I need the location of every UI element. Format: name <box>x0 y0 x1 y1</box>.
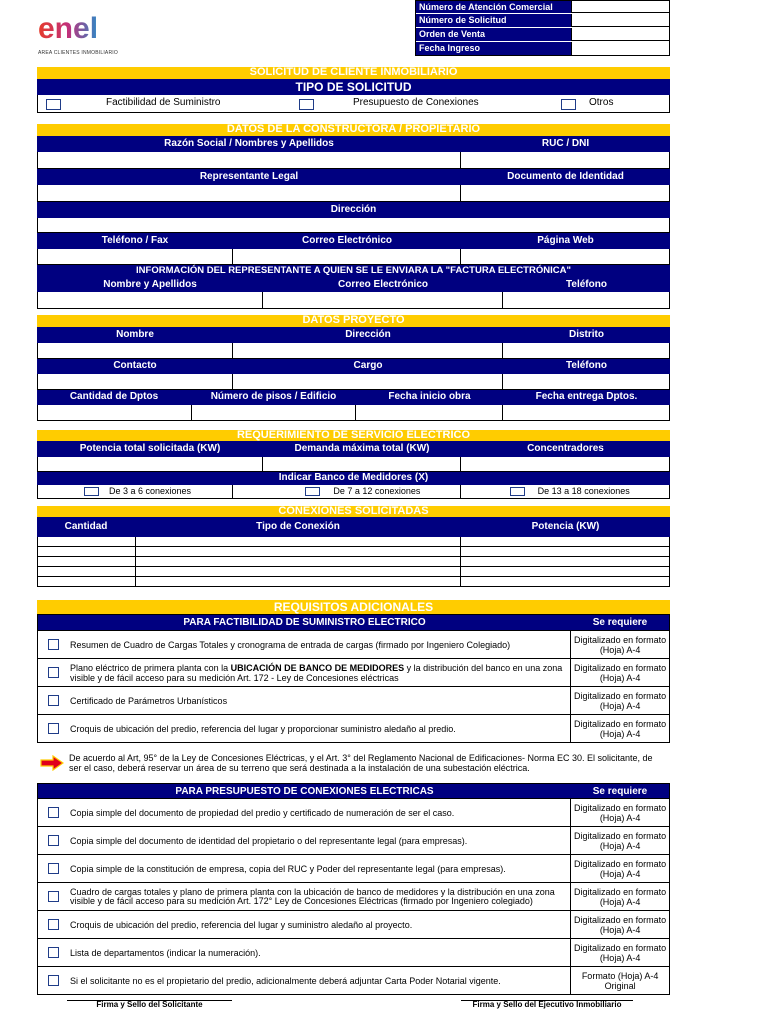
label-tipo-conexion: Tipo de Conexión <box>256 521 340 532</box>
label-inicio-obra: Fecha inicio obra <box>388 391 471 402</box>
option-otros-label: Otros <box>589 97 614 108</box>
req-format: Digitalizado en formato (Hoja) A-4 <box>574 858 667 879</box>
field-web[interactable] <box>461 249 669 264</box>
checkbox-7-12[interactable] <box>305 487 320 496</box>
topbox-label: Número de Atención Comercial <box>416 1 571 13</box>
topbox-label: Fecha Ingreso <box>416 42 571 55</box>
cell-tipo[interactable] <box>136 557 461 566</box>
field-contacto[interactable] <box>38 374 233 389</box>
enel-logo <box>38 12 148 54</box>
checkbox-req[interactable] <box>48 723 59 734</box>
field-documento[interactable] <box>461 185 669 201</box>
label-se-requiere: Se requiere <box>592 617 648 628</box>
checkbox-req[interactable] <box>48 835 59 846</box>
label-concentradores: Concentradores <box>527 443 604 454</box>
label-telefono: Teléfono / Fax <box>101 235 169 246</box>
cell-cantidad[interactable] <box>38 557 136 566</box>
enel-logo-mark <box>38 12 138 46</box>
checkbox-req[interactable] <box>48 975 59 986</box>
section-solicitud <box>37 67 670 113</box>
section-constructora <box>37 124 670 309</box>
req-text: Plano eléctrico de primera planta con la UBICACIÓN DE BANCO DE MEDIDORES y la distribución del banco en una zona visible y de fácil acceso para su medición Art. 172 - Ley de Concesiones eléctricas <box>70 662 563 683</box>
label-direccion-proyecto: Dirección <box>345 329 391 340</box>
req-text: Lista de departamentos (indicar la numeración). <box>70 947 261 958</box>
checkbox-factibilidad[interactable] <box>46 99 61 110</box>
label-7-12: De 7 a 12 conexiones <box>333 486 421 496</box>
label-pisos: Número de pisos / Edificio <box>210 391 337 402</box>
label-factibilidad-title: PARA FACTIBILIDAD DE SUMINISTRO ELECTRICO <box>183 617 426 628</box>
checkbox-otros[interactable] <box>561 99 576 110</box>
req-format: Digitalizado en formato (Hoja) A-4 <box>574 914 667 935</box>
field-nombre-proyecto[interactable] <box>38 343 233 358</box>
list-item <box>37 883 670 911</box>
label-dptos: Cantidad de Dptos <box>69 391 159 402</box>
list-item <box>37 715 670 743</box>
topbox-value[interactable] <box>571 28 669 41</box>
req-text: Croquis de ubicación del predio, referencia del lugar y proporcionar suministro aledaño al predio. <box>70 723 456 734</box>
list-item <box>37 827 670 855</box>
checkbox-req[interactable] <box>48 667 59 678</box>
signature-right <box>461 1000 633 1009</box>
option-presupuesto-label: Presupuesto de Conexiones <box>353 97 479 108</box>
label-entrega: Fecha entrega Dptos. <box>535 391 638 402</box>
table-row <box>37 557 670 567</box>
topbox-label: Número de Solicitud <box>416 14 571 27</box>
list-item <box>37 911 670 939</box>
field-dptos[interactable] <box>38 405 192 420</box>
label-representante: Representante Legal <box>199 171 299 182</box>
cell-potencia[interactable] <box>461 567 669 576</box>
list-item <box>37 631 670 659</box>
field-representante[interactable] <box>38 185 461 201</box>
logo-subtitle: AREA CLIENTES INMOBILIARIO <box>38 50 118 56</box>
section-title: SOLICITUD DE CLIENTE INMOBILIARIO <box>37 67 670 79</box>
cell-tipo[interactable] <box>136 547 461 556</box>
label-contacto: Contacto <box>113 360 157 371</box>
field-telefono-rep[interactable] <box>503 292 669 308</box>
signature-left <box>67 1000 232 1009</box>
label-distrito: Distrito <box>569 329 604 340</box>
req-text: Copia simple del documento de identidad del propietario o del representante legal (para empresas). <box>70 835 468 846</box>
cell-cantidad[interactable] <box>38 567 136 576</box>
label-se-requiere: Se requiere <box>592 786 648 797</box>
field-potencia-total[interactable] <box>38 457 263 471</box>
field-pisos[interactable] <box>192 405 356 420</box>
list-item <box>37 687 670 715</box>
req-format: Digitalizado en formato (Hoja) A-4 <box>574 886 667 907</box>
field-entrega[interactable] <box>503 405 669 420</box>
checkbox-req[interactable] <box>48 863 59 874</box>
topbox-value[interactable] <box>571 14 669 27</box>
checkbox-req[interactable] <box>48 807 59 818</box>
label-presupuesto-title: PARA PRESUPUESTO DE CONEXIONES ELECTRICAS <box>175 786 434 797</box>
cell-cantidad[interactable] <box>38 537 136 546</box>
field-correo-rep[interactable] <box>263 292 502 308</box>
cell-tipo[interactable] <box>136 567 461 576</box>
table-row <box>37 577 670 587</box>
top-info-box <box>415 0 670 56</box>
section-title: REQUERIMIENTO DE SERVICIO ELECTRICO <box>37 430 670 441</box>
req-text: Cuadro de cargas totales y plano de primera planta con la ubicación de banco de medidores y la distribución en una zona visible y de fácil acceso para su medición Art. 172° Ley de Concesiones Eléctricas (firmado por Ingeniero colegiado) <box>70 886 555 906</box>
table-row <box>37 567 670 577</box>
option-factibilidad-label: Factibilidad de Suministro <box>106 97 221 108</box>
field-direccion-proyecto[interactable] <box>233 343 502 358</box>
section-requisitos <box>37 600 670 995</box>
label-razon-social: Razón Social / Nombres y Apellidos <box>164 138 334 149</box>
signature-left-label: Firma y Sello del Solicitante <box>96 1000 203 1009</box>
cell-tipo[interactable] <box>136 577 461 586</box>
cell-cantidad[interactable] <box>38 577 136 586</box>
topbox-value[interactable] <box>571 1 669 13</box>
req-format: Digitalizado en formato (Hoja) A-4 <box>574 662 667 683</box>
label-potencia-kw: Potencia (KW) <box>531 521 600 532</box>
label-documento: Documento de Identidad <box>507 171 624 182</box>
label-info-factura: INFORMACIÓN DEL REPRESENTANTE A QUIEN SE LE ENVIARA LA "FACTURA ELECTRÓNICA" <box>136 265 571 276</box>
req-format: Formato (Hoja) A-4 Original <box>581 970 659 991</box>
req-format: Digitalizado en formato (Hoja) A-4 <box>574 690 667 711</box>
checkbox-req[interactable] <box>48 639 59 650</box>
field-concentradores[interactable] <box>461 457 669 471</box>
label-demanda: Demanda máxima total (KW) <box>294 443 430 454</box>
cell-potencia[interactable] <box>461 557 669 566</box>
label-telefono-proyecto: Teléfono <box>566 360 607 371</box>
checkbox-3-6[interactable] <box>84 487 99 496</box>
label-ruc: RUC / DNI <box>541 138 590 149</box>
req-text: Resumen de Cuadro de Cargas Totales y cronograma de entrada de cargas (firmado por Ingeniero Colegiado) <box>70 639 511 650</box>
field-correo[interactable] <box>233 249 460 264</box>
section-requerimiento <box>37 430 670 499</box>
checkbox-presupuesto[interactable] <box>299 99 314 110</box>
label-correo: Correo Electrónico <box>301 235 393 246</box>
cell-cantidad[interactable] <box>38 547 136 556</box>
field-cargo[interactable] <box>233 374 502 389</box>
section-title: DATOS DE LA CONSTRUCTORA / PROPIETARIO <box>37 124 670 136</box>
table-row <box>37 537 670 547</box>
signature-right-label: Firma y Sello del Ejecutivo Inmobiliario <box>472 1000 622 1009</box>
field-distrito[interactable] <box>503 343 669 358</box>
field-razon-social[interactable] <box>38 152 461 168</box>
table-row <box>37 547 670 557</box>
field-telefono[interactable] <box>38 249 233 264</box>
note-text: De acuerdo al Art, 95° de la Ley de Concesiones Eléctricas, y el Art. 3° del Reglamento Nacional de Edificaciones- Norma EC 30. El solicitante, de ser el caso, deberá reservar un área de su terreno que será destinada a la instalación de una subestación eléctrica. <box>69 753 653 773</box>
field-telefono-proyecto[interactable] <box>503 374 669 389</box>
req-format: Digitalizado en formato (Hoja) A-4 <box>574 942 667 963</box>
field-nombre-rep[interactable] <box>38 292 263 308</box>
label-potencia-total: Potencia total solicitada (KW) <box>79 443 221 454</box>
section-proyecto <box>37 315 670 421</box>
section-title: REQUISITOS ADICIONALES <box>37 600 670 614</box>
field-inicio-obra[interactable] <box>356 405 503 420</box>
req-format: Digitalizado en formato (Hoja) A-4 <box>574 718 667 739</box>
req-text: Copia simple del documento de propiedad del predio y certificado de numeración de ser el caso. <box>70 807 455 818</box>
cell-potencia[interactable] <box>461 537 669 546</box>
label-13-18: De 13 a 18 conexiones <box>537 486 630 496</box>
cell-potencia[interactable] <box>461 547 669 556</box>
req-format: Digitalizado en formato (Hoja) A-4 <box>574 830 667 851</box>
field-demanda[interactable] <box>263 457 460 471</box>
req-text: Si el solicitante no es el propietario del predio, adicionalmente deberá adjuntar Carta Poder Notarial vigente. <box>70 975 501 986</box>
checkbox-req[interactable] <box>48 947 59 958</box>
legal-note <box>37 745 670 781</box>
section-subtitle: TIPO DE SOLICITUD <box>37 79 670 95</box>
svg-text:enel: enel <box>38 12 99 45</box>
req-text: Croquis de ubicación del predio, referencia del lugar y suministro aledaño al proyecto. <box>70 919 413 930</box>
label-direccion: Dirección <box>330 204 377 215</box>
req-format: Digitalizado en formato (Hoja) A-4 <box>574 634 667 655</box>
section-title: CONEXIONES SOLICITADAS <box>37 506 670 517</box>
req-text: Copia simple de la constitución de empresa, copia del RUC y Poder del representante legal (para empresas). <box>70 863 506 874</box>
cell-tipo[interactable] <box>136 537 461 546</box>
label-cargo: Cargo <box>353 360 383 371</box>
label-3-6: De 3 a 6 conexiones <box>109 486 192 496</box>
topbox-label: Orden de Venta <box>416 28 571 41</box>
label-telefono-rep: Teléfono <box>566 279 607 290</box>
checkbox-13-18[interactable] <box>510 487 525 496</box>
list-item <box>37 967 670 995</box>
checkbox-req[interactable] <box>48 919 59 930</box>
label-banco-medidores: Indicar Banco de Medidores (X) <box>278 472 429 483</box>
arrow-right-icon <box>40 755 64 771</box>
list-item <box>37 939 670 967</box>
field-ruc[interactable] <box>461 152 669 168</box>
req-text: Certificado de Parámetros Urbanísticos <box>70 695 228 706</box>
field-direccion[interactable] <box>38 218 669 232</box>
list-item <box>37 659 670 687</box>
section-conexiones <box>37 506 670 587</box>
label-cantidad: Cantidad <box>64 521 108 532</box>
label-nombre-proyecto: Nombre <box>116 329 154 340</box>
label-correo-rep: Correo Electrónico <box>337 279 429 290</box>
section-title: DATOS PROYECTO <box>37 315 670 327</box>
checkbox-req[interactable] <box>48 695 59 706</box>
checkbox-req[interactable] <box>48 891 59 902</box>
req-format: Digitalizado en formato (Hoja) A-4 <box>574 802 667 823</box>
list-item <box>37 799 670 827</box>
cell-potencia[interactable] <box>461 577 669 586</box>
label-nombre-rep: Nombre y Apellidos <box>103 279 197 290</box>
topbox-value[interactable] <box>571 42 669 55</box>
list-item <box>37 855 670 883</box>
label-web: Página Web <box>537 235 594 246</box>
